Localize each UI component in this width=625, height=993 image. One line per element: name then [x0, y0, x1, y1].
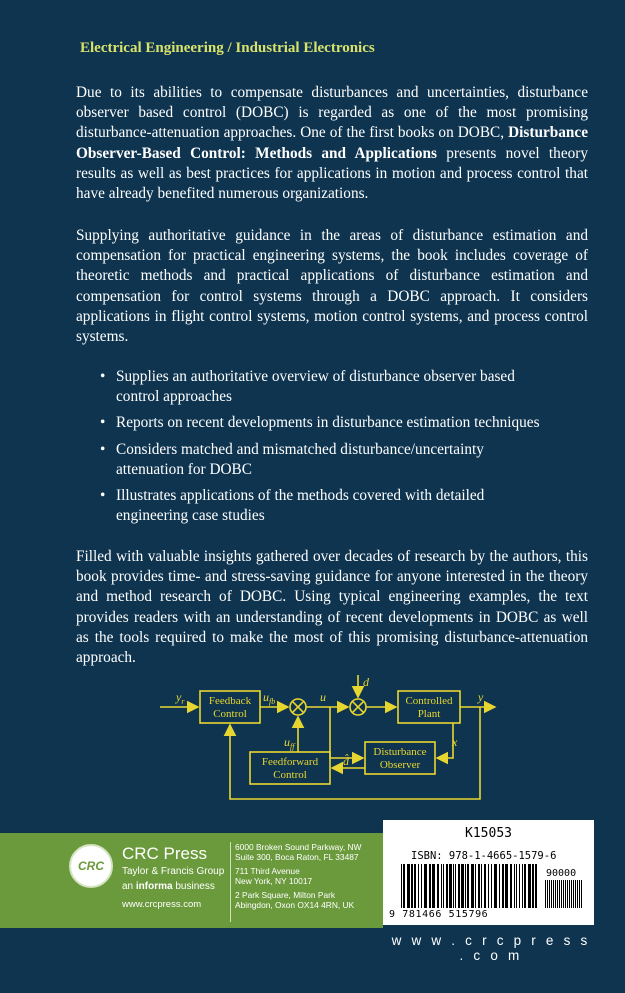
dhat-label: d̂ [343, 754, 349, 768]
barcode-bar [494, 864, 497, 908]
book-title: Disturbance Observer-Based Control: Methods and Applications [76, 124, 588, 162]
feature-line: engineering case studies [116, 507, 265, 525]
barcode-bar [449, 864, 452, 908]
barcode-bar [522, 864, 523, 908]
barcode-bar [502, 864, 504, 908]
d-label: d [363, 675, 369, 689]
barcode-bar [535, 864, 537, 908]
barcode-bar [421, 864, 422, 908]
barcode-bar [545, 880, 546, 908]
output-feedback-line [230, 707, 480, 799]
address-abingdon: 2 Park Square, Milton Park Abingdon, Oxon OX14 4RN, UK [235, 890, 355, 910]
barcode-bar [561, 880, 562, 908]
ean-barcode-icon [401, 864, 541, 908]
description-paragraph-2: Supplying authoritative guidance in the areas of disturbance estimation and compensation for practical engineering systems, the book includes coverage of theoretic methods and practical applications of disturbance estimation and compensation for control systems through a DOBC approach. It considers applications in flight control systems, motion control systems, and process control systems. [76, 227, 588, 346]
bullet-icon: • [100, 414, 106, 432]
barcode-bar [478, 864, 480, 908]
bullet-icon: • [100, 487, 106, 505]
barcode-bar [432, 864, 435, 908]
address-boca-raton: 6000 Broken Sound Parkway, NW Suite 300, Boca Raton, FL 33487 [235, 842, 362, 862]
barcode-bar [555, 880, 556, 908]
isbn-text: ISBN: 978-1-4665-1579-6 [411, 850, 557, 862]
barcode-bar [437, 864, 439, 908]
feedforward-label-2: Control [273, 769, 307, 781]
feature-list [100, 367, 580, 532]
publisher-url: www.crcpress.com [122, 899, 202, 910]
barcode-bar [484, 864, 486, 908]
barcode-bar [571, 880, 572, 908]
barcode-bar [403, 864, 405, 908]
observer-label-1: Disturbance [373, 746, 427, 758]
plant-label-1: Controlled [405, 695, 453, 707]
feature-item [100, 486, 580, 526]
barcode-bar [461, 864, 464, 908]
barcode-bar [401, 864, 402, 908]
ufb-label: $u_{fb}$ [263, 690, 276, 706]
feedback-label-2: Control [213, 708, 247, 720]
barcode-bar [510, 864, 512, 908]
barcode-bar [559, 880, 560, 908]
barcode-bar [557, 880, 558, 908]
feature-line: control approaches [116, 388, 232, 406]
barcode-bar [563, 880, 564, 908]
barcode-bar [453, 864, 454, 908]
barcode-bar [429, 864, 431, 908]
barcode-panel [383, 820, 594, 925]
barcode-bar [418, 864, 419, 908]
feature-item [100, 413, 580, 433]
barcode-bar [551, 880, 552, 908]
observer-label-2: Observer [379, 759, 421, 771]
barcode-bar [414, 864, 416, 908]
barcode-bar [573, 880, 574, 908]
crc-logo-icon: CRC [69, 844, 113, 888]
barcode-bar [441, 864, 442, 908]
barcode-bar [491, 864, 492, 908]
feedback-label-1: Feedback [208, 695, 252, 707]
yr-label: $y_r$ [176, 690, 185, 706]
barcode-bar [505, 864, 508, 908]
barcode-bar [481, 864, 482, 908]
publisher-business: an informa business [122, 881, 215, 892]
feature-item [100, 367, 580, 407]
barcode-bar [471, 864, 474, 908]
paragraph-1-intro: Due to its abilities to compensate disturbances and uncertainties, disturbance observer based control (DOBC) is regarded as one of the most promising disturbance-attenuation approaches. One of the first books on DOBC, [76, 84, 588, 142]
barcode-bar [519, 864, 520, 908]
barcode-bar [524, 864, 526, 908]
stock-number: K15053 [465, 826, 512, 841]
publisher-group: Taylor & Francis Group [122, 866, 225, 877]
barcode-bar [532, 864, 534, 908]
barcode-bar [581, 880, 582, 908]
barcode-bar [488, 864, 489, 908]
publisher-name: CRC Press [122, 844, 208, 863]
barcode-bar [569, 880, 570, 908]
barcode-bar [514, 864, 515, 908]
barcode-bar [567, 880, 568, 908]
barcode-bar [443, 864, 444, 908]
barcode-bar [553, 880, 554, 908]
barcode-bar [458, 864, 460, 908]
barcode-bar [499, 864, 500, 908]
barcode-bar [549, 880, 550, 908]
barcode-bar [547, 880, 548, 908]
barcode-number: 9 781466 515796 [389, 909, 489, 920]
description-paragraph-1 [76, 83, 588, 204]
barcode-bar [455, 864, 456, 908]
state-feedback-line [437, 723, 453, 758]
address-divider [230, 842, 231, 922]
bullet-icon: • [100, 368, 106, 385]
x-label: x [452, 735, 458, 749]
feature-line: Reports on recent developments in disturbance estimation techniques [116, 414, 540, 432]
barcode-bar [424, 864, 427, 908]
barcode-bar [575, 880, 576, 908]
bullet-icon: • [100, 440, 106, 458]
description-paragraph-3: Filled with valuable insights gathered over decades of research by the authors, this book provides time- and stress-saving guidance for anyone interested in the theory and method research of DOBC. Using typical engineering examples, the text provides readers with an understanding of recent developments in DOBC as well as the tools required to make the most of this promising disturbance-attenuation approach. [76, 548, 588, 667]
barcode-bar [467, 864, 469, 908]
dobc-block-diagram [160, 672, 500, 807]
feature-item [100, 440, 580, 480]
uff-label: $u_{ff}$ [284, 735, 295, 751]
addon-barcode-icon [545, 880, 585, 908]
feature-line: Considers matched and mismatched disturbance/uncertainty [116, 440, 484, 458]
feature-line: attenuation for DOBC [116, 460, 252, 478]
plant-label-2: Plant [417, 708, 441, 720]
feedforward-label-1: Feedforward [261, 756, 319, 768]
u-label: u [320, 690, 326, 704]
price-code: 90000 [546, 868, 577, 879]
barcode-bar [528, 864, 531, 908]
address-new-york: 711 Third Avenue New York, NY 10017 [235, 866, 313, 886]
barcode-bar [475, 864, 476, 908]
barcode-bar [516, 864, 517, 908]
barcode-bar [565, 880, 566, 908]
barcode-bar [407, 864, 410, 908]
paragraph-1-outro: presents novel theory results as well as best practices for applications in motion and process control that have already benefited numerous organizations. [76, 144, 588, 203]
barcode-bar [446, 864, 448, 908]
footer-website: w w w . c r c p r e s s . c o m [391, 933, 591, 963]
barcode-bar [577, 880, 578, 908]
y-label: y [478, 690, 484, 704]
feature-line: Supplies an authoritative overview of disturbance observer based [116, 368, 515, 385]
barcode-bar [465, 864, 466, 908]
barcode-bar [579, 880, 580, 908]
barcode-bar [411, 864, 413, 908]
feature-line: Illustrates applications of the methods covered with detailed [116, 487, 485, 505]
category-heading: Electrical Engineering / Industrial Electronics [80, 40, 375, 56]
